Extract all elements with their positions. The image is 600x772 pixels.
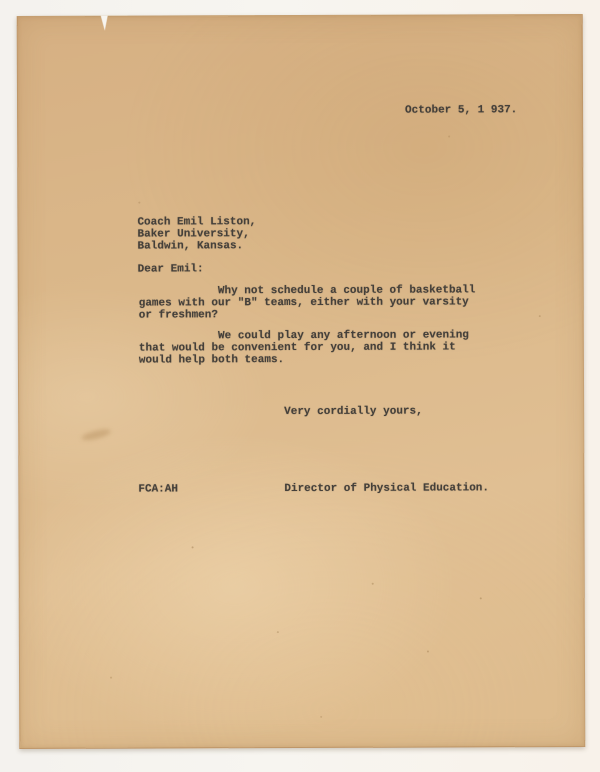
body-paragraph-2: We could play any afternoon or evening that would be convenient for you, and I think it would help both teams.	[138, 329, 469, 367]
typist-initials: FCA:AH	[138, 483, 179, 496]
signature-title: Director of Physical Education.	[284, 482, 490, 496]
body-paragraph-1: Why not schedule a couple of basketball games with our "B" teams, either with your varsity or freshmen?	[138, 284, 476, 322]
salutation: Dear Emil:	[137, 263, 204, 276]
paper-specks	[18, 17, 20, 19]
closing-line: Very cordially yours,	[284, 405, 423, 419]
torn-edge-notch	[101, 16, 108, 31]
paper-smudge	[81, 427, 112, 442]
date-line: October 5, 1 937.	[405, 104, 518, 117]
letter-paper	[17, 14, 586, 749]
recipient-address: Coach Emil Liston, Baker University, Baldwin, Kansas.	[137, 216, 257, 253]
